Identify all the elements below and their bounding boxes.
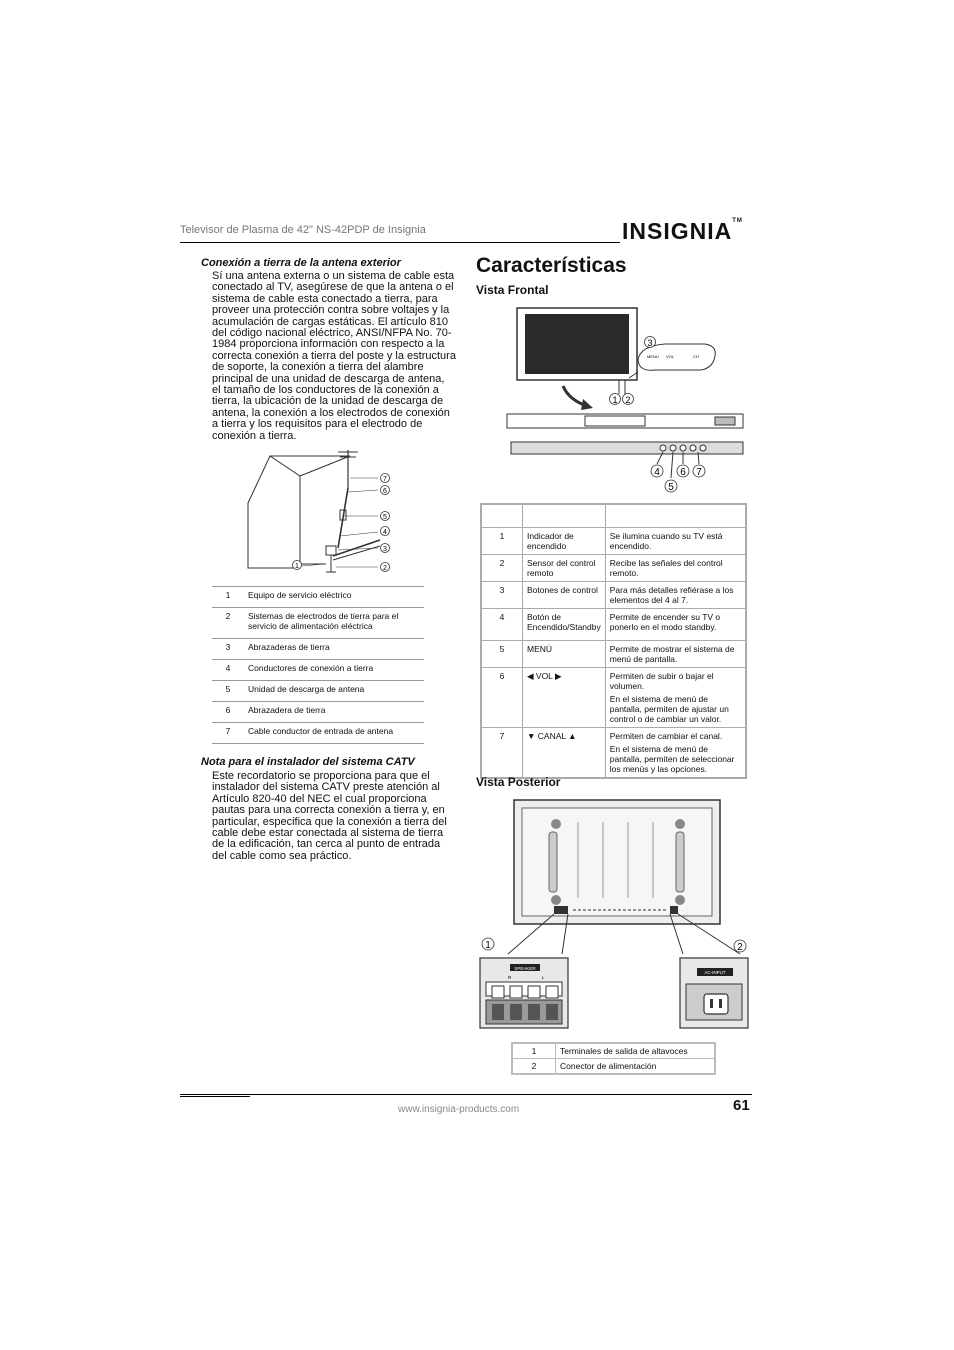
vol-right-icon: ▶ [552, 671, 562, 681]
page-title: Características [476, 254, 627, 277]
footer-rule-accent [180, 1096, 250, 1097]
front-marker-5: 5 [668, 482, 674, 493]
page-number: 61 [733, 1097, 750, 1114]
table-row: 2 Sensor del control remoto Recibe las señales del control remoto. [481, 555, 746, 582]
vol-left-icon: ◀ [527, 671, 536, 681]
marker-5: 5 [383, 514, 387, 521]
table-row: 1 Equipo de servicio eléctrico [212, 587, 424, 608]
rear-features-table [511, 1042, 716, 1075]
front-marker-6: 6 [680, 467, 686, 478]
table-row: 6 ◀ VOL ▶ Permiten de subir o bajar el volumen. En el sistema de menú de pantalla, permiten de ajustar un control o de cambiar un valor. [481, 668, 746, 728]
rear-view-illustration [478, 798, 752, 1033]
front-menu-label: MENU [647, 354, 659, 359]
grounding-table [212, 586, 424, 744]
marker-4: 4 [383, 529, 387, 536]
table-row: 3 Botones de control Para más detalles refiérase a los elementos del 4 al 7. [481, 582, 746, 609]
antenna-heading: Conexión a tierra de la antena exterior [201, 257, 401, 269]
marker-3: 3 [383, 546, 387, 553]
ac-input-label: AC-INPUT [704, 970, 726, 975]
antenna-grounding-diagram [238, 448, 398, 578]
rear-marker-1: 1 [485, 940, 491, 951]
front-ch-label: CH [693, 354, 699, 359]
antenna-paragraph: Sí una antena externa o un sistema de cable esta conectado al TV, asegúrese de que la antena o el sistema de cable esta conectado a tierra, para proveer una protección contra sobre voltajes y la acumulación de cargas estáticas. El artículo 810 del código nacional eléctrico, ANSI/NFPA No. 70-1984 proporciona información con respecto a la correcta conexión a tierra del poste y la estructura de soporte, la conexión a tierra del alambre principal de una unidad de descarga de antena, el tamaño de los conductores de la conexión a tierra, la ubicación de la unidad de descarga de antena, la conexión a los electrodos de conexión a tierra y los requisitos para el electrodo de conexión a tierra. [212, 270, 456, 442]
front-view-illustration [505, 302, 750, 497]
marker-7: 7 [383, 476, 387, 483]
table-row: 4 Botón de Encendido/Standby Permite de encender su TV o ponerlo en el modo standby. [481, 609, 746, 641]
speaker-l-label: L [542, 975, 545, 980]
marker-6: 6 [383, 488, 387, 495]
front-marker-2: 2 [625, 395, 631, 405]
table-row: 6 Abrazadera de tierra [212, 702, 424, 723]
insignia-logo: INSIGNIA™ [622, 218, 743, 244]
table-row: 5 Unidad de descarga de antena [212, 681, 424, 702]
front-vol-label: VOL [666, 354, 675, 359]
header-rule [180, 242, 620, 243]
channel-up-icon: ▲ [565, 731, 577, 741]
footer-rule [180, 1094, 752, 1095]
table-row: 7 ▼ CANAL ▲ Permiten de cambiar el canal. En el sistema de menú de pantalla, permiten de seleccionar los menús y las opciones. [481, 728, 746, 779]
rear-view-heading: Vista Posterior [476, 775, 561, 789]
running-header: Televisor de Plasma de 42" NS-42PDP de Insignia [180, 224, 426, 236]
table-row: 4 Conductores de conexión a tierra [212, 660, 424, 681]
table-row: 1 Terminales de salida de altavoces [512, 1043, 715, 1059]
table-row: 2 Sistemas de electrodos de tierra para el servicio de alimentación eléctrica [212, 608, 424, 639]
speaker-label: SPEAKER [514, 966, 536, 971]
marker-2: 2 [383, 565, 387, 572]
front-marker-3: 3 [647, 338, 653, 348]
front-marker-4: 4 [654, 467, 660, 478]
table-row: 3 Abrazaderas de tierra [212, 639, 424, 660]
table-row: 2 Conector de alimentación [512, 1059, 715, 1075]
front-marker-7: 7 [696, 467, 702, 478]
marker-1: 1 [295, 563, 299, 570]
front-features-table [480, 503, 747, 779]
front-marker-1: 1 [612, 395, 618, 405]
catv-heading: Nota para el instalador del sistema CATV [201, 756, 415, 768]
footer-url: www.insignia-products.com [398, 1104, 520, 1115]
table-row: 1 Indicador de encendido Se ilumina cuando su TV está encendido. [481, 528, 746, 555]
rear-marker-2: 2 [737, 942, 743, 953]
front-view-heading: Vista Frontal [476, 283, 549, 297]
table-row: 5 MENÚ Permite de mostrar el sistema de menú de pantalla. [481, 641, 746, 668]
channel-down-icon: ▼ [527, 731, 538, 741]
catv-paragraph: Este recordatorio se proporciona para que el instalador del sistema CATV preste atención al Artículo 820-40 del NEC el cual proporciona pautas para una correcta conexión a tierra y, en particular, especifica que la conexión a tierra del cable debe estar conectada al sistema de tierra de la edificación, tan cerca al punto de entrada del cable como sea práctico. [212, 770, 447, 862]
speaker-r-label: R [508, 975, 512, 980]
table-row: 7 Cable conductor de entrada de antena [212, 723, 424, 744]
table-header-row [481, 504, 746, 528]
